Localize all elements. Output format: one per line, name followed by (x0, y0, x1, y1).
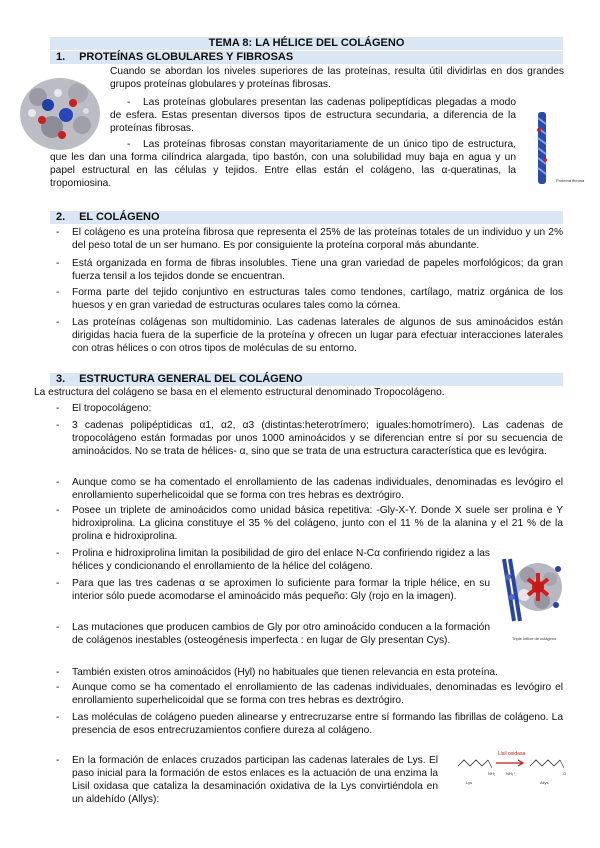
bullet: - (56, 317, 60, 328)
s2-item-1: El colágeno es una proteína fibrosa que representa el 25% de las proteínas totales de un individuo y un 2% del peso total de un ser humano. Es por consiguiente la proteína corporal más abundante. (72, 227, 563, 252)
s3-item-11: En la formación de enlaces cruzados participan las cadenas laterales de Lys. El paso inicial para la formación de estos enlaces es la actuación de una enzima la Lisil oxidasa que cataliza la desaminación oxidativa de la Lys convirtiéndola en un aldehído (Allys): (72, 755, 438, 806)
bullet: - (56, 403, 60, 414)
triple-helix-caption: Triple hélice de colágeno (512, 636, 557, 641)
enzyme-label: Lisil oxidasa (498, 751, 526, 757)
s3-item-4: Posee un triplete de aminoácidos como unidad básica repetitiva: -Gly-X-Y. Donde X suele ser prolina e Y hidroxiprolina. La glicina constituye el 35 % del colágeno, junto con el 11 % de la alanina y el 21 % de la prolina e hidroxiprolina. (72, 505, 563, 543)
bullet: - (56, 578, 60, 589)
s1-intro: Cuando se abordan los niveles superiores de las proteínas, resulta útil dividirlas en dos grandes grupos proteínas globulares y proteínas fibrosas. (110, 66, 564, 91)
s3-item-2: 3 cadenas polipéptidicas α1, α2, α3 (distintas:heterotrímero; iguales:homotrímero). Las cadenas de tropocolágeno están formadas por unos 1000 aminoácidos y se diferencian entre sí por su secuencia de aminoácidos. No se trata de hélices- α, sino que se trata de una estructura característica que es levógira. (72, 420, 563, 458)
bullet: - (56, 667, 60, 678)
bullet: - (56, 712, 60, 723)
section-2-number: 2. (56, 211, 66, 223)
triple-helix-image (498, 549, 564, 631)
bullet: - (56, 477, 60, 488)
section-1-number: 1. (56, 51, 66, 63)
s1-fibrous: Las proteínas fibrosas constan mayoritariamente de un único tipo de estructura, que les dan una forma cilíndrica alargada, tipo bastón, con una solubilidad muy baja en agua y un papel estructural en las células y tejidos. Entre ellas están el colágeno, las α-queratinas, la tropomiosina. (50, 139, 516, 190)
o-label: O (563, 771, 567, 776)
bullet: - (56, 258, 60, 269)
allys-label: Allys (540, 780, 549, 785)
s2-item-4: Las proteínas colágenas son multidominio. Las cadenas laterales de algunos de sus aminoácidos están dirigidas hacia fuera de la superficie de la proteína y ofrecen un lugar para efectuar interacciones laterales con otras hélices o con otros tipos de moléculas de su entorno. (72, 317, 563, 355)
s3-item-9: Aunque como se ha comentado el enrollamiento de las cadenas individuales, denominadas es levógiro el enrollamiento superhelicoidal que se forma con tres hebras es dextrógiro. (72, 682, 563, 707)
s2-item-2: Está organizada en forma de fibras insolubles. Tiene una gran variedad de papeles morfológicos; da gran fuerza tensil a los tejidos donde se encuentran. (72, 258, 563, 283)
s3-item-6: Para que las tres cadenas α se aproximen lo suficiente para formar la triple hélice, en su interior sólo puede acomodarse el aminoácido más pequeño: Gly (rojo en la imagen). (72, 578, 490, 603)
bullet: - (56, 755, 60, 766)
s3-item-5: Prolina e hidroxiprolina limitan la posibilidad de giro del enlace N-Cα confiriendo rigidez a las hélices y condicionando el enrollamiento de la hélice del colágeno. (72, 548, 490, 573)
section-3-title: ESTRUCTURA GENERAL DEL COLÁGENO (79, 373, 303, 385)
section-3-heading (50, 373, 563, 386)
bullet: - (56, 287, 60, 298)
section-1-title: PROTEÍNAS GLOBULARES Y FIBROSAS (79, 51, 294, 63)
bullet: - (56, 227, 60, 238)
bullet: - (127, 97, 131, 108)
s3-item-10: Las moléculas de colágeno pueden alinearse y entrecruzarse entre sí formando las fibrillas de colágeno. La presencia de esos entrecruzamientos confiere dureza al colágeno. (72, 712, 563, 737)
bullet: - (56, 622, 60, 633)
bullet: - (56, 682, 60, 693)
s3-item-3: Aunque como se ha comentado el enrollamiento de las cadenas individuales, denominadas es levógiro el enrollamiento superhelicoidal que se forma con tres hebras es dextrógiro. (72, 477, 563, 502)
section-2-title: EL COLÁGENO (79, 211, 160, 223)
fibrous-protein-image (532, 110, 552, 186)
s3-item-1: El tropocolágeno: (72, 403, 152, 414)
bullet: - (56, 505, 60, 516)
section-3-number: 3. (56, 373, 66, 385)
nh2-label: NH₂ (488, 771, 496, 776)
s3-item-7: Las mutaciones que producen cambios de Gly por otro aminoácido conducen a la formación de colágenos inestables (osteogénesis imperfecta : en lugar de Gly presentan Cys). (72, 622, 490, 647)
fiber-caption: Proteína fibrosa (556, 178, 585, 183)
section-1-heading (50, 51, 563, 64)
s1-globular: Las proteínas globulares presentan las cadenas polipeptídicas plegadas a modo de esfera. Estas presentan diversos tipos de estructura secundaria, a diferencia de la proteínas fibrosas. (110, 97, 516, 135)
bullet: - (56, 420, 60, 431)
nh3-label: NH₃⁺ (506, 771, 516, 776)
document-title: TEMA 8: LA HÉLICE DEL COLÁGENO (50, 37, 563, 50)
bullet: - (56, 548, 60, 559)
bullet: - (127, 139, 131, 150)
lys-label: Lys (466, 780, 473, 785)
section-2-heading (50, 211, 563, 224)
lysyl-oxidase-reaction-image (452, 746, 582, 788)
s2-item-3: Forma parte del tejido conjuntivo en estructuras tales como tendones, cartílago, matriz orgánica de los huesos y en gran variedad de estructuras oculares tales como la córnea. (72, 287, 563, 312)
s3-item-8: También existen otros aminoácidos (Hyl) no habituales que tienen relevancia en esta proteína. (72, 667, 498, 678)
s3-intro: La estructura del colágeno se basa en el elemento estructural denominado Tropocolágeno. (34, 387, 445, 398)
